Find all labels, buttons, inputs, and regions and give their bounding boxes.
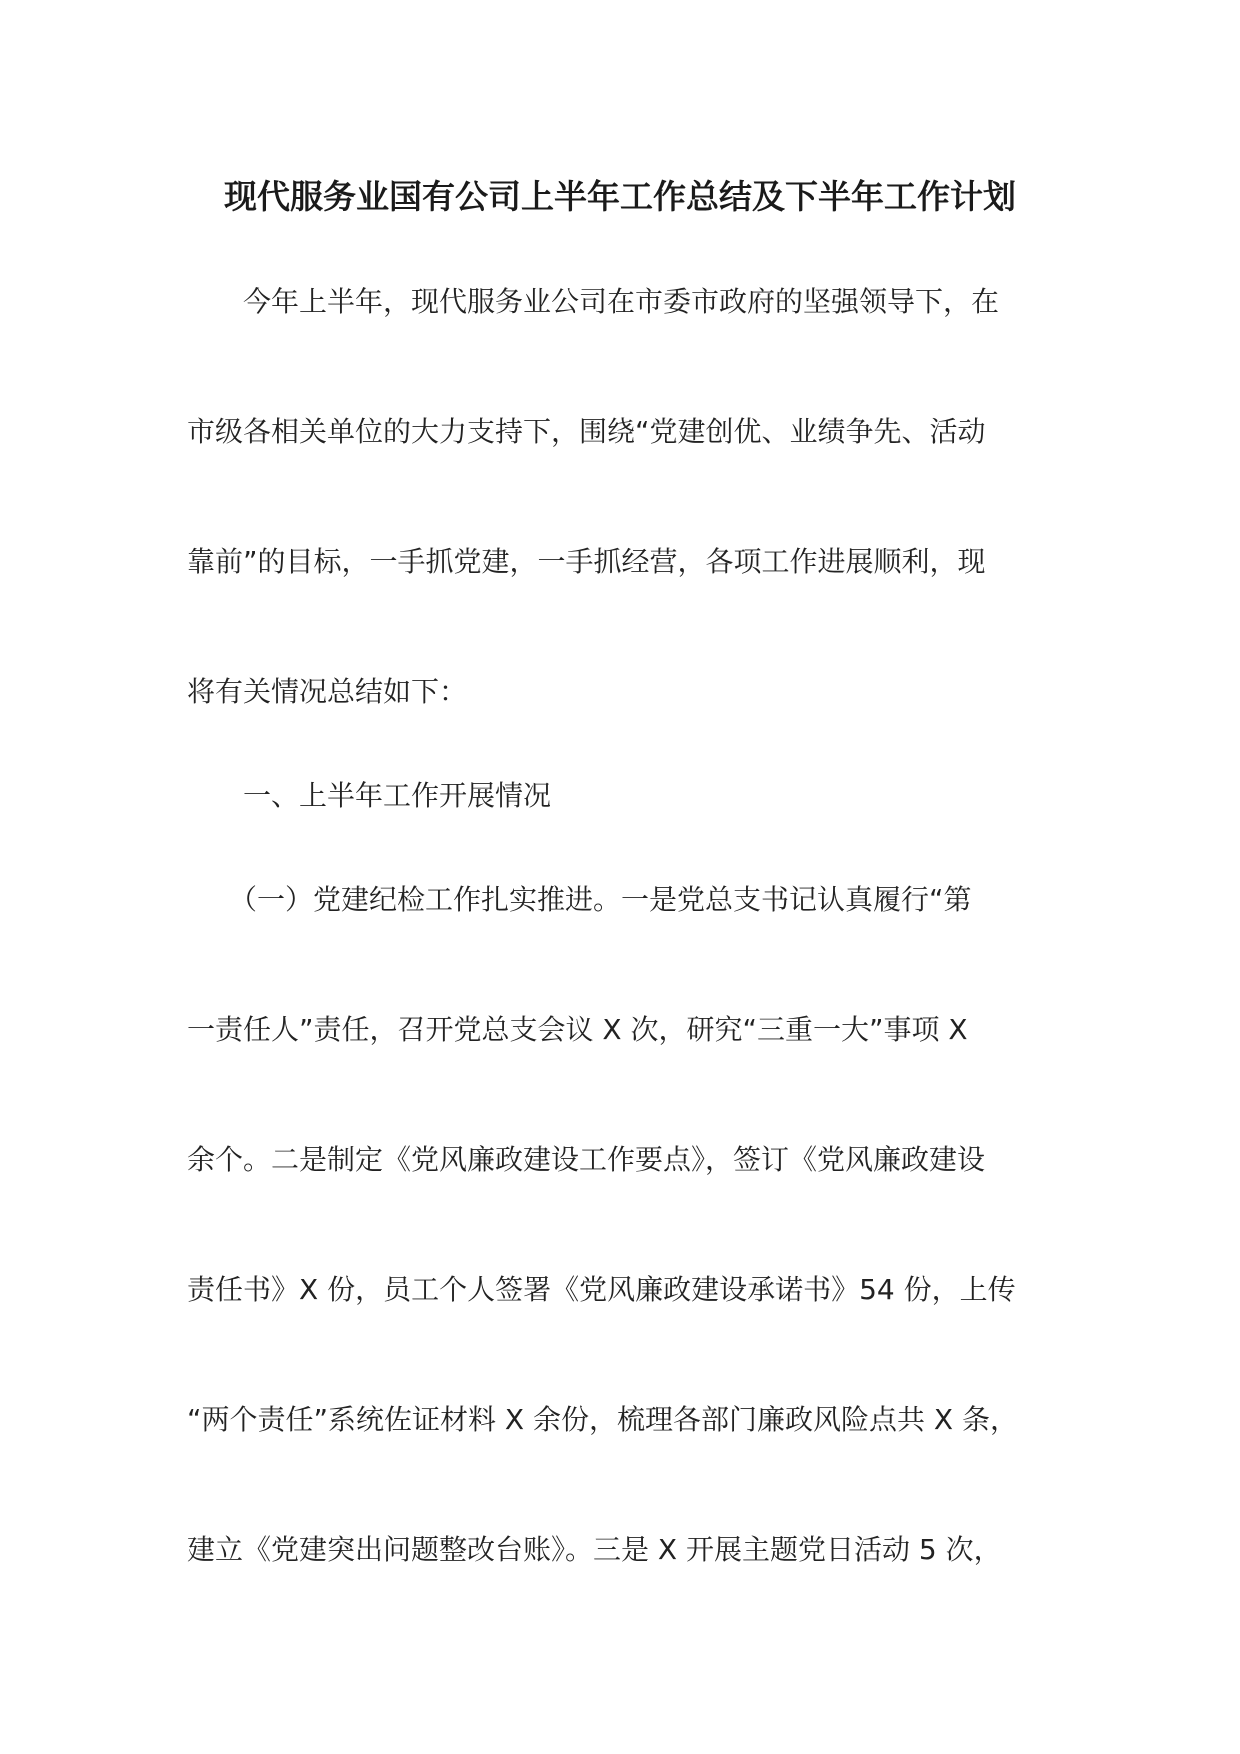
paragraph-line: 市级各相关单位的大力支持下，围绕“党建创优、业绩争先、活动 [187, 415, 986, 448]
paragraph-line: 一责任人”责任，召开党总支会议 X 次，研究“三重一大”事项 X [187, 1013, 968, 1046]
paragraph-line: 今年上半年，现代服务业公司在市委市政府的坚强领导下，在 [187, 285, 1000, 318]
section-heading: 一、上半年工作开展情况 [187, 779, 552, 812]
document-title: 现代服务业国有公司上半年工作总结及下半年工作计划 [224, 177, 1016, 216]
paragraph-line: （一）党建纪检工作扎实推进。一是党总支书记认真履行“第 [187, 883, 972, 916]
paragraph-line: 建立《党建突出问题整改台账》。三是 X 开展主题党日活动 5 次， [187, 1533, 1002, 1566]
paragraph-line: 责任书》X 份，员工个人签署《党风廉政建设承诺书》54 份，上传 [187, 1273, 1016, 1306]
paragraph-line: 余个。二是制定《党风廉政建设工作要点》，签订《党风廉政建设 [187, 1143, 986, 1176]
paragraph-line: 将有关情况总结如下： [187, 675, 468, 708]
paragraph-line: 靠前”的目标，一手抓党建，一手抓经营，各项工作进展顺利，现 [187, 545, 986, 578]
paragraph-line: “两个责任”系统佐证材料 X 余份，梳理各部门廉政风险点共 X 条， [187, 1403, 1018, 1436]
